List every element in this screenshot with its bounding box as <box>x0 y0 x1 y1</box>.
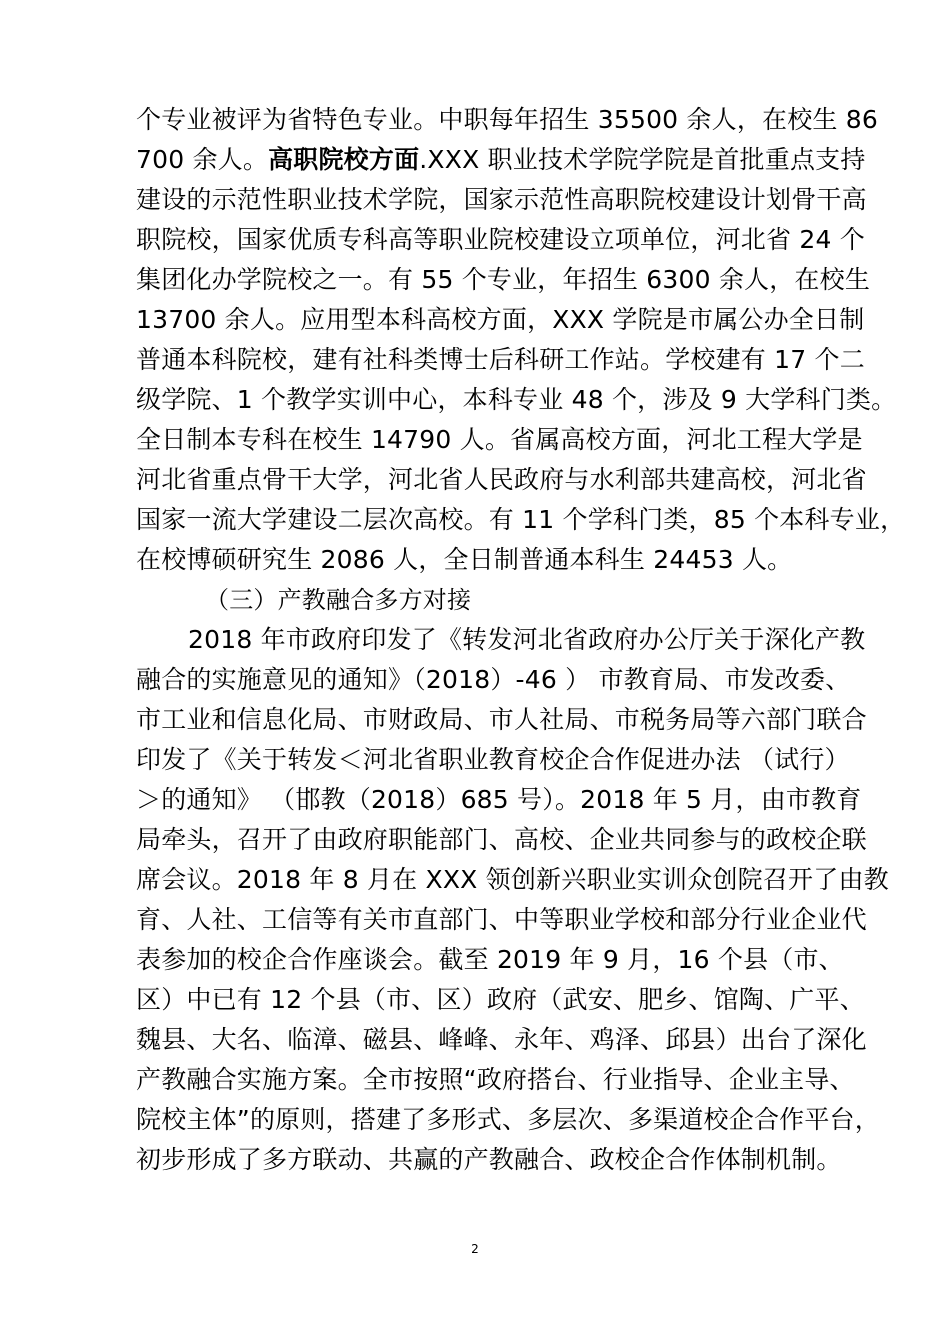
paragraph-line: 表参加的校企合作座谈会。截至 2019 年 9 月，16 个县（市、 <box>136 945 844 974</box>
text-run: .XXX 职业技术学院学院是首批重点支持 <box>419 145 866 174</box>
paragraph-line: 市工业和信息化局、市财政局、市人社局、市税务局等六部门联合 <box>136 705 867 734</box>
page-number: 2 <box>471 1242 479 1256</box>
paragraph-line: 2018 年市政府印发了《转发河北省政府办公厅关于深化产教 <box>188 625 866 654</box>
text-run: 700 余人。 <box>136 145 269 174</box>
paragraph-line: 全日制本专科在校生 14790 人。省属高校方面，河北工程大学是 <box>136 425 863 454</box>
paragraph-line: 集团化办学院校之一。有 55 个专业，年招生 6300 余人，在校生 <box>136 265 871 294</box>
paragraph-line: 初步形成了多方联动、共赢的产教融合、政校企合作体制机制。 <box>136 1145 842 1174</box>
paragraph-line: 局牵头，召开了由政府职能部门、高校、企业共同参与的政校企联 <box>136 825 867 854</box>
paragraph-line: 建设的示范性职业技术学院，国家示范性高职院校建设计划骨干高 <box>136 185 867 214</box>
paragraph-line: 普通本科院校，建有社科类博士后科研工作站。学校建有 17 个二 <box>136 345 865 374</box>
paragraph-line: 产教融合实施方案。全市按照“政府搭台、行业指导、企业主导、 <box>136 1065 855 1094</box>
paragraph-line: 育、人社、工信等有关市直部门、中等职业学校和部分行业企业代 <box>136 905 867 934</box>
bold-heading-run: 高职院校方面 <box>268 145 420 174</box>
paragraph-line: 印发了《关于转发＜河北省职业教育校企合作促进办法 （试行） <box>136 745 850 774</box>
paragraph-line: 13700 余人。应用型本科高校方面，XXX 学院是市属公办全日制 <box>136 305 865 334</box>
paragraph-line: 国家一流大学建设二层次高校。有 11 个学科门类，85 个本科专业， <box>136 505 906 534</box>
paragraph-line: 区）中已有 12 个县（市、区）政府（武安、肥乡、馆陶、广平、 <box>136 985 865 1014</box>
paragraph-line: 院校主体”的原则，搭建了多形式、多层次、多渠道校企合作平台， <box>136 1105 880 1134</box>
paragraph-line: 在校博硕研究生 2086 人，全日制普通本科生 24453 人。 <box>136 545 793 574</box>
paragraph-line: 个专业被评为省特色专业。中职每年招生 35500 余人，在校生 86 <box>136 105 878 134</box>
paragraph-line: 融合的实施意见的通知》（2018）-46 ） 市教育局、市发改委、 <box>136 665 851 694</box>
section-heading: （三）产教融合多方对接 <box>205 586 472 614</box>
paragraph-line: 级学院、1 个教学实训中心，本科专业 48 个，涉及 9 大学科门类。 <box>136 385 897 414</box>
paragraph-line: 河北省重点骨干大学，河北省人民政府与水利部共建高校，河北省 <box>136 465 867 494</box>
paragraph-line: 职院校，国家优质专科高等职业院校建设立项单位，河北省 24 个 <box>136 225 865 254</box>
paragraph-line: 魏县、大名、临漳、磁县、峰峰、永年、鸡泽、邱县）出台了深化 <box>136 1025 867 1054</box>
paragraph-line <box>136 144 866 176</box>
paragraph-line: 席会议。2018 年 8 月在 XXX 领创新兴职业实训众创院召开了由教 <box>136 865 889 894</box>
paragraph-line: ＞的通知》 （邯教（2018）685 号）。2018 年 5 月，由市教育 <box>136 785 862 814</box>
